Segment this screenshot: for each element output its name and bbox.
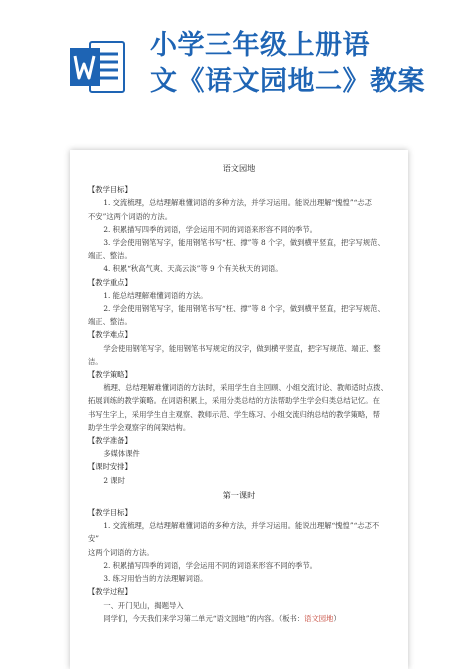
paragraph: 学会使用钢笔写字，能用钢笔书写规定的汉字，做到横平竖直，把字写规范、端正、整 — [103, 343, 381, 353]
word-document-icon — [68, 36, 126, 98]
paragraph: 不安”这两个词语的方法。 — [88, 211, 172, 221]
paragraph: 1. 交流梳理，总结理解难懂词语的多种方法，并学习运用。能说出理解“愧惶”“忐忑 — [103, 198, 372, 208]
section-heading-objectives: 【教学目标】 — [88, 185, 132, 195]
paragraph: 3. 学会使用钢笔写字，能用钢笔书写“枉、撑”等 8 个字，做到横平竖直，把字写规范、 — [103, 238, 385, 248]
paragraph: 3. 练习用恰当的方法理解词语。 — [103, 574, 208, 584]
paragraph-text: 同学们，今天我们来学习第二单元“语文园地”的内容。（板书： — [103, 613, 305, 623]
paragraph: 书写生字上，采用学生自主观察、教师示范、学生练习、小组交流归纳总结的教学策略，帮 — [88, 409, 380, 419]
title-line-2: 文《语文园地二》教案 — [150, 66, 425, 97]
paragraph: 端正、整洁。 — [88, 317, 132, 327]
paragraph: 梳理、总结理解难懂词语的方法时，采用学生自主回顾、小组交流讨论、教师适时点拨、 — [103, 383, 388, 393]
paragraph: 一、开门见山，揭题导入 — [103, 600, 184, 610]
paragraph: 1. 能总结理解难懂词语的方法。 — [103, 290, 208, 300]
lesson-title: 第一课时 — [222, 489, 256, 500]
paragraph: 端正、整洁。 — [88, 251, 132, 261]
paragraph: 2. 积累描写四季的词语，学会运用不同的词语来形容不同的季节。 — [103, 560, 317, 570]
paragraph: 拓展训练的教学策略。在词语积累上，采用分类总结的方法帮助学生学会归类总结记忆。在 — [88, 396, 380, 406]
paragraph: 2. 学会使用钢笔写字，能用钢笔书写“枉、撑”等 8 个字，做到横平竖直，把字写规范、 — [103, 304, 385, 314]
section-heading-preparation: 【教学准备】 — [88, 436, 132, 446]
paragraph: 2 课时 — [103, 475, 125, 485]
section-heading-process: 【教学过程】 — [88, 587, 132, 597]
paragraph: 1. 交流梳理，总结理解难懂词语的多种方法，并学习运用。能说出理解“愧惶”“忐忑不安” — [88, 521, 380, 544]
paragraph: 助学生学会观察字的间架结构。 — [88, 422, 191, 432]
document-title: 语文园地 — [222, 163, 256, 173]
paragraph: 洁。 — [88, 356, 103, 366]
paragraph — [88, 612, 390, 625]
document-page — [70, 150, 408, 669]
paragraph: 2. 积累描写四季的词语，学会运用不同的词语来形容不同的季节。 — [103, 224, 317, 234]
title-line-1: 小学三年级上册语 — [150, 30, 370, 61]
section-heading-difficulties: 【教学难点】 — [88, 330, 132, 340]
section-heading-schedule: 【课时安排】 — [88, 462, 132, 472]
paragraph: 这两个词语的方法。 — [88, 547, 154, 557]
highlight-text: 语文园地 — [304, 613, 334, 623]
section-heading-objectives-2: 【教学目标】 — [88, 508, 132, 518]
header-banner — [0, 0, 474, 120]
section-heading-strategy: 【教学策略】 — [88, 370, 132, 380]
paragraph-text-end: ） — [333, 613, 341, 623]
document-body — [88, 162, 390, 625]
paragraph: 4. 积累“秋高气爽、天高云淡”等 9 个有关秋天的词语。 — [103, 264, 283, 274]
section-heading-key-points: 【教学重点】 — [88, 277, 132, 287]
paragraph: 多媒体课件 — [103, 449, 140, 459]
page-title — [150, 28, 470, 100]
